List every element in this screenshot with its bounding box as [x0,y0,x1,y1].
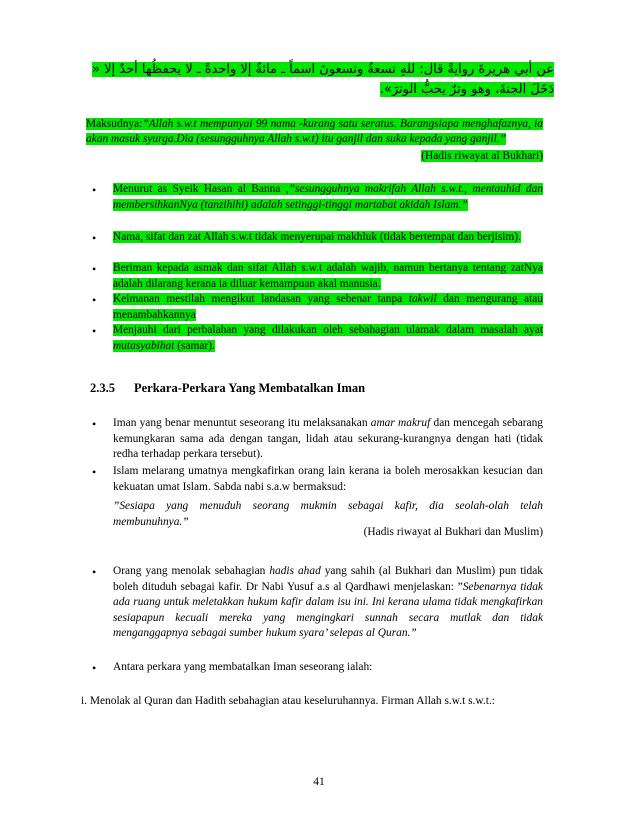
numbered-item-i [81,693,543,709]
bullet-item-islam: Islam melarang umatnya mengkafirkan orang lain kerana ia boleh merosakkan kesucian dan kekuatan umat Islam. Sabda nabi s.a.w bermaksud: [113,465,543,493]
section-title: Perkara-Perkara Yang Membatalkan Iman [134,381,366,395]
page-number: 41 [313,776,325,788]
bullet-item-iman: Iman yang benar menuntut seseorang itu melaksanakan amar makruf dan mencegah sebarang kemungkaran sama ada dengan tangan, lidah atau sekurang-kurangnya dengan hati (tidak redha terhadap perkara tersebut). [113,417,544,460]
arabic-hadith-line-1: عن أبي هريرةَ روايةً قال: للهِ تسعةٌ وتسعونَ اسماً ـ مائةٌ إلا واحدةً ـ لا يحفظُها أحدٌ إلا « [92,62,554,77]
maksud-paragraph [86,117,543,147]
bullet-dot: • [92,465,97,479]
bullet-item-batal: Antara perkara yang membatalkan Iman seseorang ialah: [113,661,373,673]
arabic-hadith-text-2: دَخَلَ الجنةَ، وهو وترٌ يحبُّ الوترَ». [379,82,554,97]
bullet-dot: • [92,661,97,675]
bullet-item-1: Menurut as Syeik Hasan al Banna ,”sesungguhnya makrifah Allah s.w.t., mentauhid dan membersihkanNya (tanzihihi) adalah setinggi-tinggi martabat akidah Islam.” [113,183,543,211]
maksud-label: Maksudnya: [86,118,143,130]
section-heading [90,381,365,396]
hadith-quote-source: (Hadis riwayat al Bukhari dan Muslim) [363,526,543,538]
bullet-dot: • [92,417,97,431]
arabic-hadith-text-1: عن أبي هريرةَ روايةً قال: للهِ تسعةٌ وتسعونَ اسماً ـ مائةٌ إلا واحدةً ـ لا يحفظُها أحدٌ إلا [104,62,554,77]
numbered-item-text: Menolak al Quran dan Hadith sebahagian atau keseluruhannya. Firman Allah s.w.t s.w.t.: [89,695,495,707]
bullet-item-hadis-ahad: Orang yang menolak sebahagian hadis ahad yang sahih (al Bukhari dan Muslim) pun tidak boleh dituduh sebagai kafir. Dr Nabi Yusuf a.s al Qardhawi menjelaskan: ”Sebenarnya tidak ada ruang untuk meletakkan hukum kafir dalam isu ini. Ini kerana ulama tidak mengkafirkan sesiapapun kecuali mereka yang mengingkari sunnah secara mutlak dan tidak menganggapnya sebagai sumber hukum syara’ selepas al Quran.” [113,565,543,639]
maksud-text: ”Allah s.w.t mempunyai 99 nama -kurang satu seratus. Barangsiapa menghafaznya, ia akan masuk syurga.Dia (sesungguhnya Allah s.w.t) itu ganjil dan suka kepada yang ganjil.” [86,118,543,145]
bullet-dot: • [92,262,97,276]
bullet-dot: • [92,231,97,245]
bullet-dot: • [92,293,97,307]
bullet-dot: • [92,324,97,338]
bullet-item-3: Beriman kepada asmak dan sifat Allah s.w.t adalah wajib, namun bertanya tentang zatNya adalah dilarang kerana ia diluar kemampuan akal manusia. [113,262,543,290]
hadith-quote: ”Sesiapa yang menuduh seorang mukmin sebagai kafir, dia seolah-olah telah membunuhnya.” [113,500,543,528]
bullet-item-2: Nama, sifat dan zat Allah s.w.t tidak menyerupai makhluk (tidak bertempat dan berjisim). [113,231,521,243]
bullet-item-5: Menjauhi dari perbalahan yang dilakukan oleh sebahagian ulamak dalam masalah ayat mutasyabihat (samar). [113,324,543,352]
arabic-hadith-line-2 [84,80,554,100]
bullet-dot: • [92,565,97,579]
section-number: 2.3.5 [90,381,115,395]
bullet-dot: • [92,183,97,197]
maksud-source: (Hadis riwayat al Bukhari) [421,150,543,162]
bullet-item-4: Keimanan mestilah mengikut landasan yang sebenar tanpa takwil dan mengurang atau menambahkannya [113,293,544,321]
numbered-item-label: i. [81,695,88,707]
